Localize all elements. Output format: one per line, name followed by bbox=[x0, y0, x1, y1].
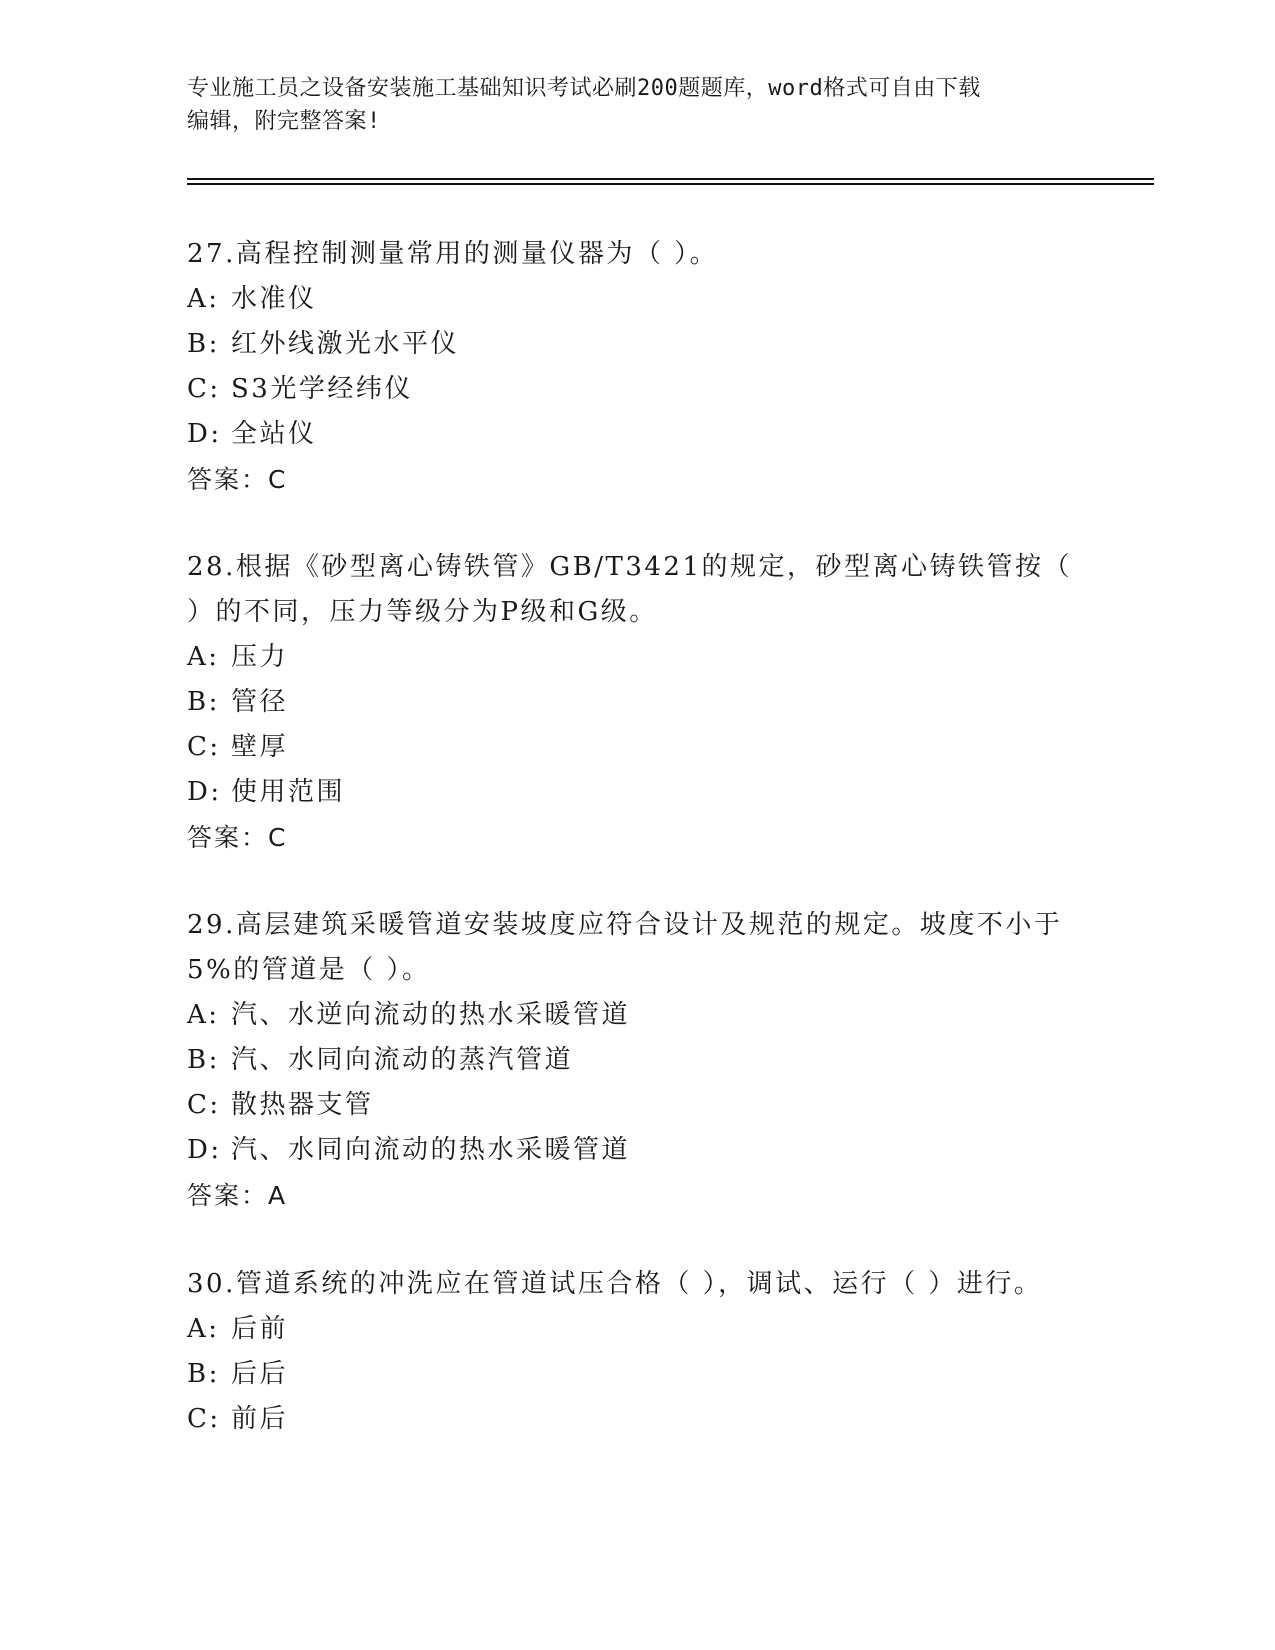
option-b bbox=[187, 1352, 1087, 1397]
option-b bbox=[187, 1038, 1087, 1083]
option-letter: B: bbox=[187, 1045, 220, 1075]
option-c bbox=[187, 725, 1087, 770]
option-letter: A: bbox=[187, 1314, 220, 1344]
option-letter: C: bbox=[187, 732, 221, 762]
option-letter: C: bbox=[187, 1090, 221, 1120]
option-text: 散热器支管 bbox=[231, 1090, 374, 1120]
option-letter: C: bbox=[187, 374, 221, 404]
option-text: 红外线激光水平仪 bbox=[231, 329, 460, 359]
option-text: 汽、水同向流动的蒸汽管道 bbox=[231, 1045, 574, 1075]
option-text: 汽、水同向流动的热水采暖管道 bbox=[231, 1135, 631, 1165]
option-letter: B: bbox=[187, 687, 220, 717]
option-letter: D: bbox=[187, 777, 222, 807]
answer-label: 答案：A bbox=[187, 1181, 288, 1210]
question-30 bbox=[187, 1262, 1087, 1442]
question-28 bbox=[187, 545, 1087, 860]
option-a bbox=[187, 635, 1087, 680]
option-c bbox=[187, 1397, 1087, 1442]
option-d bbox=[187, 1128, 1087, 1173]
header-rule-bottom bbox=[187, 183, 1154, 185]
document-header bbox=[187, 72, 1087, 138]
question-stem-continued: 5%的管道是（ ）。 bbox=[187, 955, 431, 985]
question-29 bbox=[187, 903, 1087, 1218]
option-d bbox=[187, 412, 1087, 457]
question-stem-continued: ）的不同，压力等级分为P级和G级。 bbox=[187, 597, 658, 627]
option-d bbox=[187, 770, 1087, 815]
option-text: 水准仪 bbox=[231, 284, 317, 314]
option-b bbox=[187, 680, 1087, 725]
option-text: 后前 bbox=[231, 1314, 289, 1344]
question-stem: 27.高程控制测量常用的测量仪器为（ ）。 bbox=[187, 239, 719, 269]
option-a bbox=[187, 1307, 1087, 1352]
option-text: 压力 bbox=[231, 642, 289, 672]
option-a bbox=[187, 277, 1087, 322]
option-c bbox=[187, 1083, 1087, 1128]
answer-label: 答案：C bbox=[187, 823, 288, 852]
header-line-2: 编辑，附完整答案! bbox=[187, 109, 381, 134]
header-line-1: 专业施工员之设备安装施工基础知识考试必刷200题题库，word格式可自由下载 bbox=[187, 76, 981, 101]
option-text: 壁厚 bbox=[231, 732, 289, 762]
option-letter: A: bbox=[187, 1000, 220, 1030]
question-stem: 28.根据《砂型离心铸铁管》GB/T3421的规定，砂型离心铸铁管按（ bbox=[187, 552, 1072, 582]
question-stem: 30.管道系统的冲洗应在管道试压合格（ ），调试、运行（ ）进行。 bbox=[187, 1269, 1043, 1299]
option-letter: A: bbox=[187, 284, 220, 314]
option-letter: C: bbox=[187, 1404, 221, 1434]
option-letter: B: bbox=[187, 329, 220, 359]
option-text: S3光学经纬仪 bbox=[231, 374, 413, 404]
option-b bbox=[187, 322, 1087, 367]
option-a bbox=[187, 993, 1087, 1038]
question-27 bbox=[187, 232, 1087, 502]
option-text: 前后 bbox=[231, 1404, 289, 1434]
question-stem: 29.高层建筑采暖管道安装坡度应符合设计及规范的规定。坡度不小于 bbox=[187, 910, 1063, 940]
option-letter: B: bbox=[187, 1359, 220, 1389]
option-text: 使用范围 bbox=[231, 777, 346, 807]
option-text: 汽、水逆向流动的热水采暖管道 bbox=[231, 1000, 631, 1030]
answer-label: 答案：C bbox=[187, 465, 288, 494]
option-text: 全站仪 bbox=[231, 419, 317, 449]
option-letter: D: bbox=[187, 419, 222, 449]
header-rule-top bbox=[187, 178, 1154, 180]
option-letter: A: bbox=[187, 642, 220, 672]
option-text: 管径 bbox=[231, 687, 289, 717]
option-text: 后后 bbox=[231, 1359, 289, 1389]
option-c bbox=[187, 367, 1087, 412]
option-letter: D: bbox=[187, 1135, 222, 1165]
